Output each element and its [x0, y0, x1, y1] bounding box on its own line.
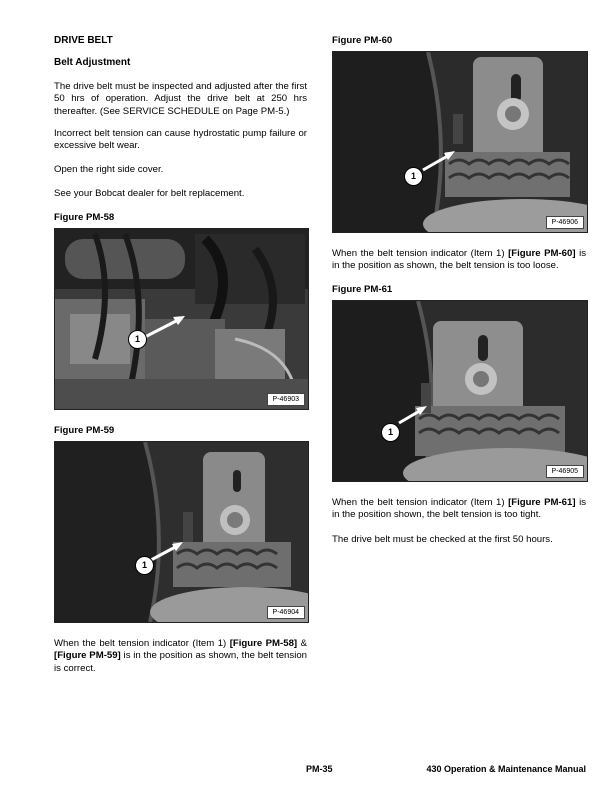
photo-code: P-46905: [546, 465, 584, 478]
engine-compartment-image: [55, 229, 308, 409]
figure-pm58-photo: [54, 228, 309, 410]
section-heading: DRIVE BELT: [54, 35, 113, 46]
paragraph-too-loose: [332, 248, 586, 273]
paragraph-text: is in the position as shown, the belt tension is too loose.: [332, 248, 586, 272]
callout-item-1: 1: [128, 330, 147, 349]
page-number: PM-35: [306, 764, 333, 774]
paragraph-text: &: [297, 638, 307, 649]
figure-pm59-photo: [54, 441, 309, 623]
belt-tensioner-image: [55, 442, 308, 622]
subheading: Belt Adjustment: [54, 57, 131, 68]
paragraph-warning: Incorrect belt tension can cause hydrostatic pump failure or excessive belt wear.: [54, 128, 307, 152]
photo-code: P-46903: [267, 393, 305, 406]
photo-code: P-46906: [546, 216, 584, 229]
callout-item-1: 1: [135, 556, 154, 575]
figure-pm61-label: Figure PM-61: [332, 284, 393, 295]
paragraph-text: When the belt tension indicator (Item 1): [332, 248, 509, 259]
belt-tensioner-loose-image: [333, 52, 587, 232]
callout-item-1: 1: [381, 423, 400, 442]
photo-code: P-46904: [267, 606, 305, 619]
paragraph-text: When the belt tension indicator (Item 1): [54, 638, 230, 649]
figure-reference: [Figure PM-59]: [54, 650, 121, 662]
figure-pm58-label: Figure PM-58: [54, 212, 115, 223]
paragraph-open-cover: Open the right side cover.: [54, 164, 164, 175]
paragraph-too-tight: [332, 497, 586, 522]
figure-pm60-label: Figure PM-60: [332, 35, 393, 46]
paragraph-inspect: The drive belt must be inspected and adjusted after the first 50 hrs of operation. Adjust the drive belt at 250 hrs thereafter. (See SERVICE SCHEDULE on Page PM-5.): [54, 81, 307, 117]
figure-pm61-photo: [332, 300, 588, 482]
paragraph-text: is in the position shown, the belt tension is too tight.: [332, 497, 586, 521]
figure-pm60-photo: [332, 51, 588, 233]
paragraph-check-50-hours: The drive belt must be checked at the first 50 hours.: [332, 534, 553, 545]
paragraph-correct-tension: [54, 638, 307, 675]
callout-item-1: 1: [404, 167, 423, 186]
paragraph-text: When the belt tension indicator (Item 1): [332, 497, 509, 508]
figure-reference: [Figure PM-60]: [508, 248, 576, 259]
paragraph-text: is in the position as shown, the belt tension is correct.: [54, 650, 307, 674]
figure-pm59-label: Figure PM-59: [54, 425, 115, 436]
figure-reference: [Figure PM-58]: [229, 638, 298, 649]
paragraph-dealer: See your Bobcat dealer for belt replacement.: [54, 188, 245, 199]
figure-reference: [Figure PM-61]: [508, 497, 576, 508]
belt-tensioner-tight-image: [333, 301, 587, 481]
manual-title: 430 Operation & Maintenance Manual: [426, 764, 586, 774]
